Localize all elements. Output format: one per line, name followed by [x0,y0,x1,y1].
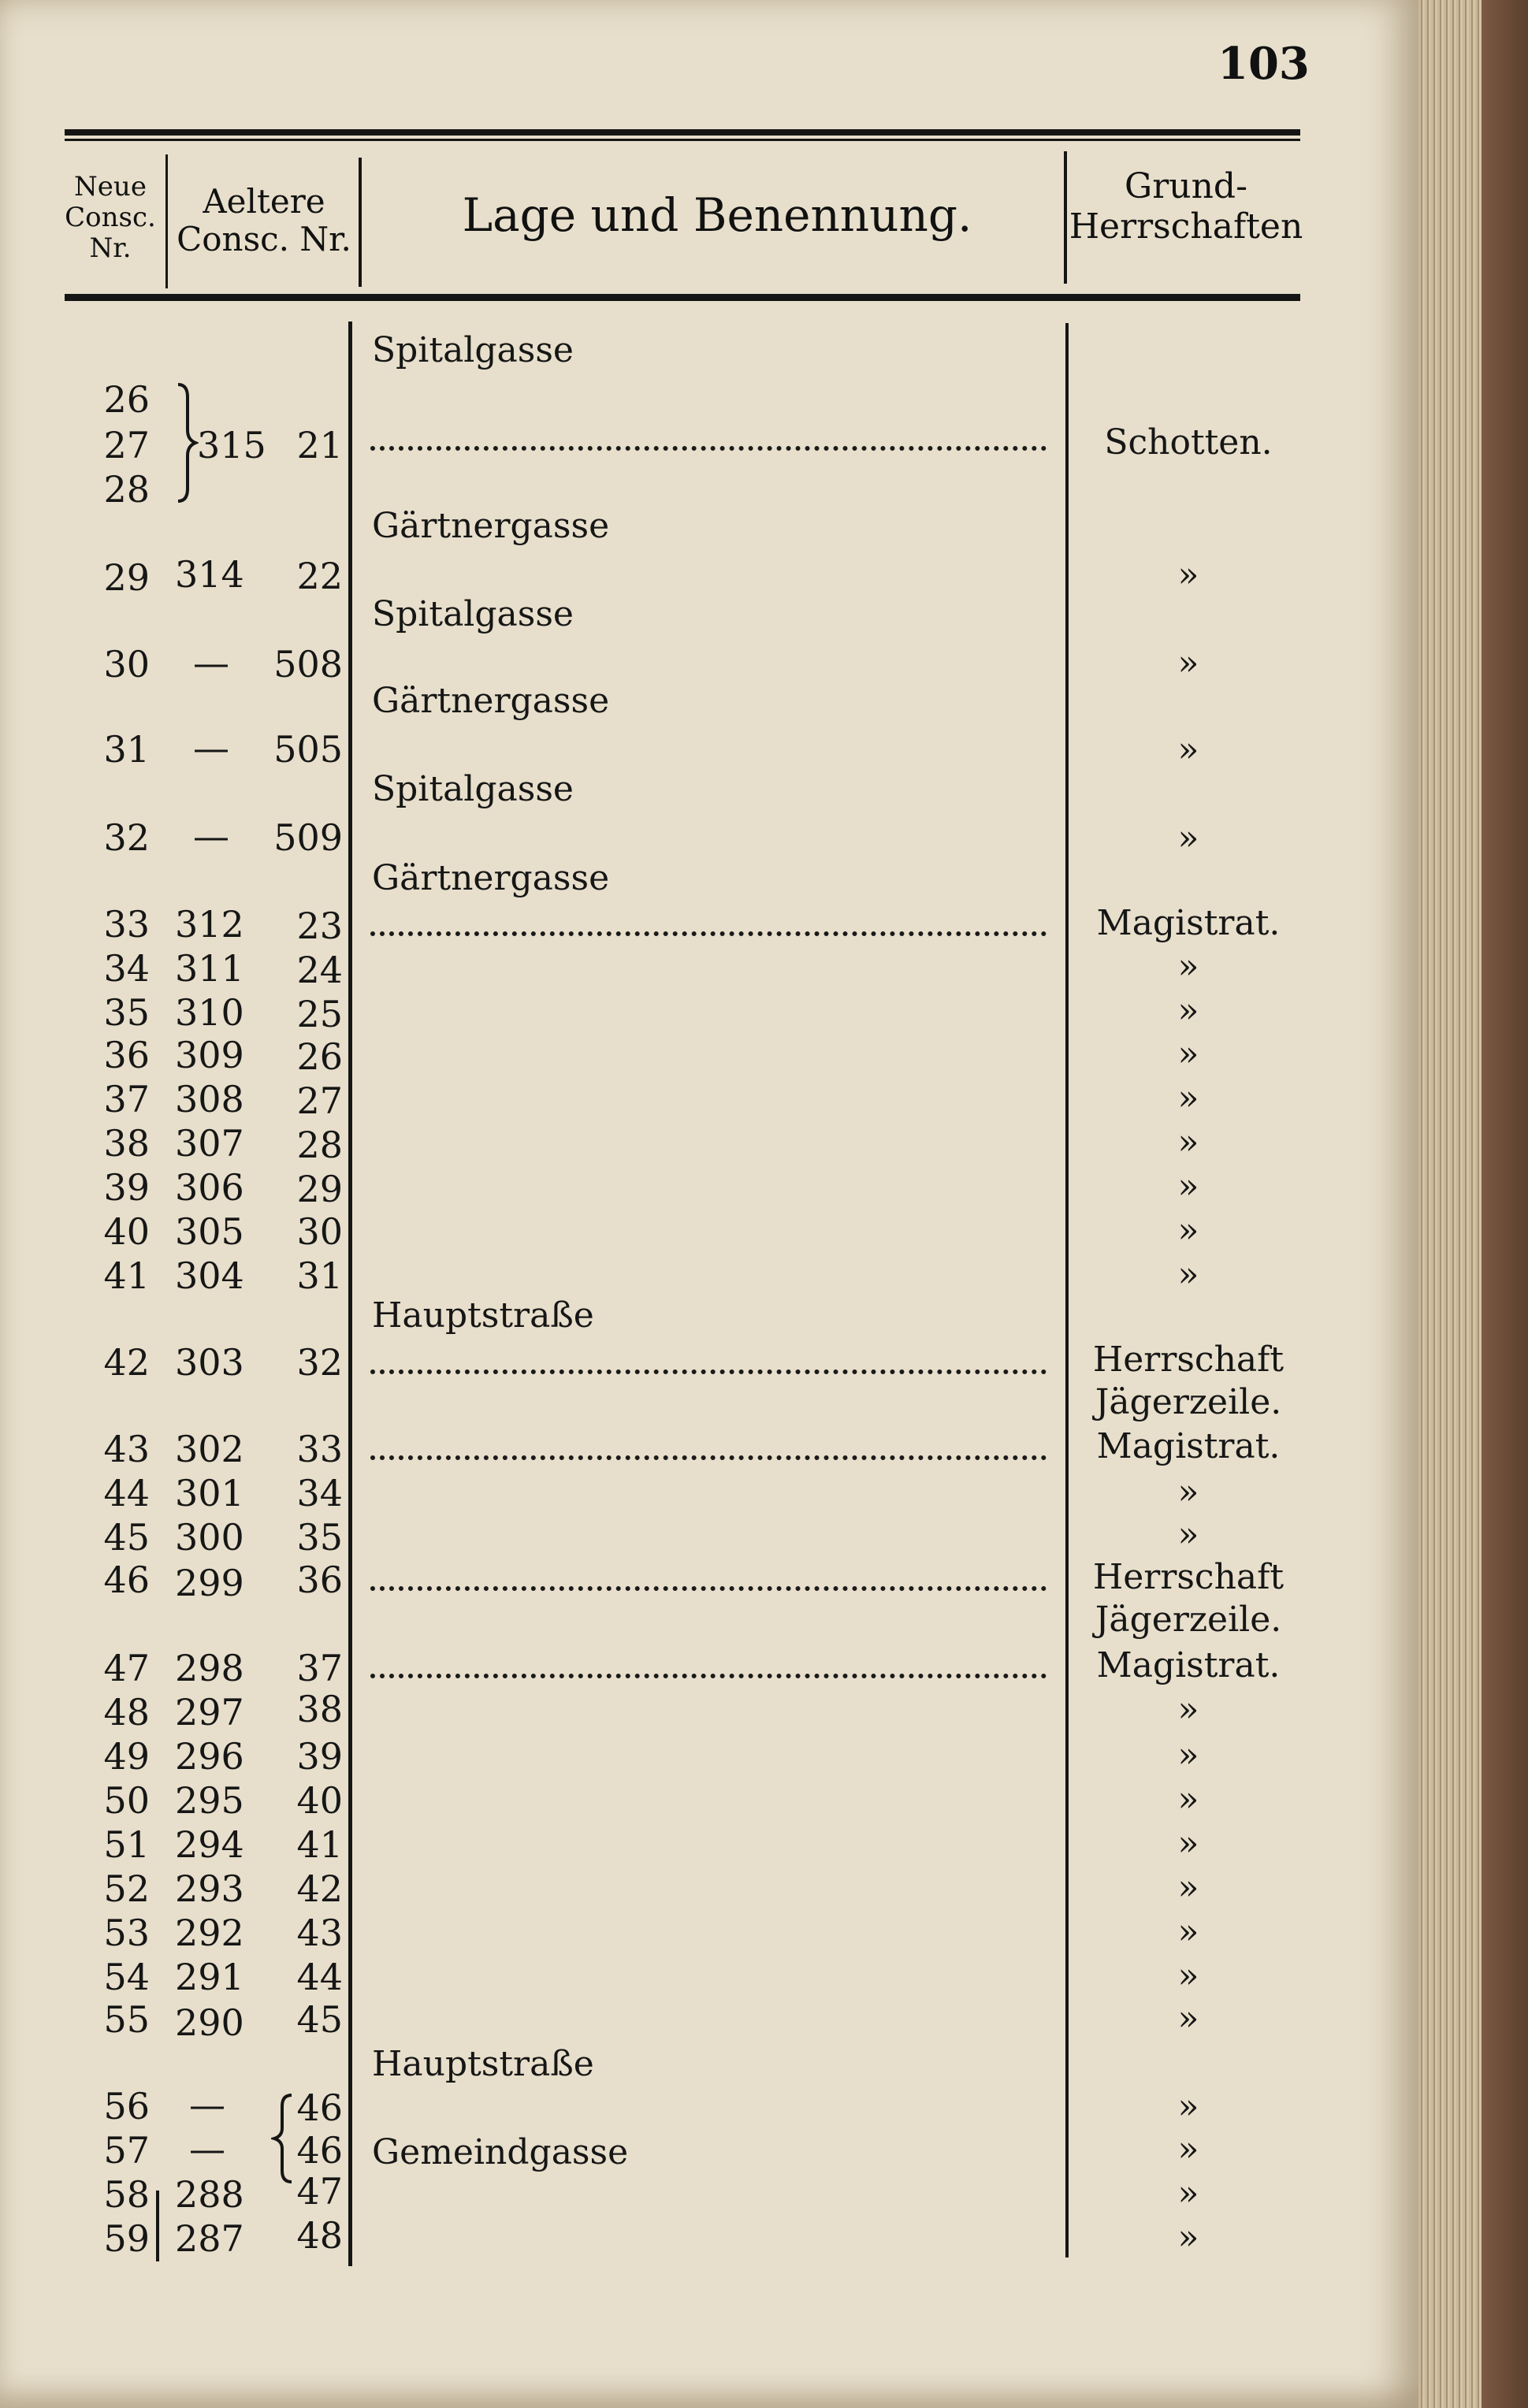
neue-nr: 26 [103,378,150,421]
dotted-leader [370,1455,1047,1460]
grundherrschaft: » [1177,1779,1199,1819]
neue-nr: 33 [103,903,150,946]
grundherrschaft: » [1177,818,1199,858]
neue-nr: 54 [103,1956,150,1998]
neue-nr: 53 [103,1912,150,1954]
grundherrschaft: » [1177,643,1199,683]
aeltere-nr: 294 [175,1823,244,1866]
consc-nr: 24 [296,949,343,991]
aeltere-nr: 309 [175,1034,244,1076]
neue-nr: 35 [103,991,150,1034]
consc-nr: 29 [296,1168,343,1210]
dotted-leader [370,1369,1047,1374]
grundherrschaft: » [1177,1254,1199,1295]
aeltere-nr: 292 [175,1912,244,1954]
consc-nr: 23 [296,905,343,947]
aeltere-nr: 290 [175,2001,244,2044]
street-name: Spitalgasse [372,330,574,370]
consc-nr: 38 [296,1688,343,1730]
street-name: Hauptstraße [372,1295,594,1336]
neue-nr: 42 [103,1341,150,1384]
consc-nr: 46 [296,2129,343,2172]
aeltere-nr: 291 [175,1956,244,1998]
consc-nr: 22 [296,555,343,597]
consc-nr: 47 [296,2170,343,2213]
aeltere-nr: 296 [175,1735,244,1778]
neue-nr: 30 [103,643,150,686]
header-aeltere-line1: Aeltere [203,182,325,221]
consc-nr: 32 [296,1341,343,1384]
grundherrschaft: » [1177,1867,1199,1908]
grundherrschaft: Schotten. [1104,422,1273,463]
header-grundherrschaften [1068,167,1304,247]
header-neue-line1: Neue [74,171,147,203]
header-grund-line1: Grund- [1125,166,1247,206]
consc-nr: 33 [296,1428,343,1470]
body-sep-3 [1065,323,1069,2258]
grundherrschaft: » [1177,1472,1199,1512]
aeltere-nr: 310 [175,991,244,1034]
consc-nr: 21 [296,424,343,466]
consc-nr: 27 [296,1080,343,1122]
grundherrschaft: » [1177,1514,1199,1555]
aeltere-nr: 297 [175,1691,244,1734]
header-lage-und-benennung: Lage und Benennung. [462,188,972,242]
header-grund-line2: Herrschaften [1069,206,1303,247]
aeltere-nr: — [189,2083,225,2126]
aeltere-nr: 300 [175,1516,244,1559]
grundherrschaft: Magistrat. [1096,903,1281,943]
aeltere-nr: 314 [175,553,244,596]
book-cover-edge [1482,0,1528,2408]
grundherrschaft: » [1177,1689,1199,1730]
consc-nr: 505 [273,728,343,771]
grundherrschaft: » [1177,1735,1199,1775]
aeltere-nr: 311 [175,947,244,990]
brace-26-28 [175,381,199,504]
street-name: Gemeindgasse [372,2132,629,2172]
header-neue-line2: Consc. [65,202,156,234]
consc-nr: 509 [273,816,343,859]
grundherrschaft: Jägerzeile. [1095,1600,1282,1640]
aeltere-nr: — [193,726,229,769]
neue-nr: 57 [103,2129,150,2172]
neue-nr: 31 [103,728,150,771]
dotted-leader [370,1674,1047,1678]
grundherrschaft: » [1177,1078,1199,1118]
consc-nr: 28 [296,1124,343,1166]
body-sep-1 [156,2191,159,2261]
neue-nr: 28 [103,468,150,511]
neue-nr: 56 [103,2085,150,2127]
neue-nr: 47 [103,1647,150,1689]
consc-nr: 30 [296,1210,343,1253]
grundherrschaft: Magistrat. [1096,1426,1281,1466]
grundherrschaft: Magistrat. [1096,1645,1281,1685]
consc-nr: 508 [273,643,343,686]
consc-nr: 25 [296,993,343,1035]
neue-nr: 27 [103,424,150,466]
grundherrschaft: Herrschaft [1092,1340,1284,1380]
neue-nr: 55 [103,1998,150,2041]
consc-nr: 34 [296,1472,343,1514]
aeltere-nr: 293 [175,1867,244,1910]
consc-nr: 48 [296,2214,343,2257]
consc-nr: 45 [296,1998,343,2041]
consc-nr: 42 [296,1867,343,1910]
neue-nr: 44 [103,1472,150,1514]
consc-nr: 44 [296,1956,343,1998]
grundherrschaft: » [1177,946,1199,987]
aeltere-nr: 299 [175,1562,244,1604]
grundherrschaft: » [1177,990,1199,1031]
dotted-leader [370,1586,1047,1591]
neue-nr: 37 [103,1078,150,1120]
body-sep-2 [348,321,352,2266]
aeltere-nr: 308 [175,1078,244,1120]
neue-nr: 39 [103,1166,150,1209]
grundherrschaft: » [1177,1034,1199,1074]
top-rule-thin [65,139,1300,141]
consc-nr: 41 [296,1823,343,1866]
aeltere-nr: 287 [175,2217,244,2260]
aeltere-nr: — [193,815,229,857]
neue-nr: 50 [103,1779,150,1822]
street-name: Gärtnergasse [372,681,610,721]
aeltere-nr: 307 [175,1122,244,1165]
header-neue-line3: Nr. [89,232,132,265]
neue-nr: 41 [103,1254,150,1297]
consc-nr: 35 [296,1516,343,1559]
grundherrschaft: » [1177,1823,1199,1864]
consc-nr: 40 [296,1779,343,1822]
grundherrschaft: » [1177,2087,1199,2127]
neue-nr: 40 [103,1210,150,1253]
aeltere-nr: 295 [175,1779,244,1822]
consc-nr: 46 [296,2087,343,2129]
neue-nr: 36 [103,1034,150,1076]
neue-nr: 45 [103,1516,150,1559]
grundherrschaft: » [1177,1912,1199,1952]
grundherrschaft: Jägerzeile. [1095,1382,1282,1422]
street-name: Gärtnergasse [372,858,610,898]
header-aeltere-consc-nr [169,183,359,259]
dotted-leader [370,931,1047,936]
grundherrschaft: » [1177,555,1199,595]
neue-nr: 38 [103,1122,150,1165]
header-aeltere-line2: Consc. Nr. [177,220,351,259]
header-bottom-rule [65,294,1300,301]
neue-nr: 46 [103,1559,150,1601]
street-name: Hauptstraße [372,2044,594,2084]
aeltere-nr: — [193,641,229,684]
dotted-leader [370,446,1047,451]
neue-nr: 58 [103,2173,150,2216]
neue-nr: 51 [103,1823,150,1866]
header-sep-2 [359,158,362,287]
grundherrschaft: » [1177,2217,1199,2258]
grundherrschaft: Herrschaft [1092,1557,1284,1597]
aeltere-nr: 301 [175,1472,244,1514]
header-sep-3 [1064,151,1067,284]
page-number: 103 [1218,38,1310,90]
neue-nr: 34 [103,947,150,990]
grundherrschaft: » [1177,2129,1199,2169]
grundherrschaft: » [1177,1122,1199,1162]
header-sep-1 [165,154,168,288]
consc-nr: 31 [296,1254,343,1297]
aeltere-nr: 315 [197,424,266,466]
consc-nr: 43 [296,1912,343,1954]
neue-nr: 59 [103,2217,150,2260]
aeltere-nr: 298 [175,1647,244,1689]
aeltere-nr: 312 [175,903,244,946]
street-name: Spitalgasse [372,769,574,809]
consc-nr: 39 [296,1735,343,1778]
aeltere-nr: 302 [175,1428,244,1470]
aeltere-nr: 304 [175,1254,244,1297]
consc-nr: 37 [296,1647,343,1689]
grundherrschaft: » [1177,1210,1199,1250]
grundherrschaft: » [1177,1956,1199,1996]
grundherrschaft: » [1177,1998,1199,2038]
consc-nr: 26 [296,1035,343,1078]
consc-nr: 36 [296,1559,343,1601]
neue-nr: 52 [103,1867,150,1910]
street-name: Gärtnergasse [372,506,610,546]
street-name: Spitalgasse [372,594,574,634]
neue-nr: 43 [103,1428,150,1470]
neue-nr: 29 [103,556,150,599]
neue-nr: 49 [103,1735,150,1778]
aeltere-nr: — [189,2127,225,2170]
aeltere-nr: 306 [175,1166,244,1209]
neue-nr: 32 [103,816,150,859]
aeltere-nr: 288 [175,2173,244,2216]
neue-nr: 48 [103,1691,150,1734]
grundherrschaft: » [1177,730,1199,770]
header-neue-consc-nr [63,172,158,264]
aeltere-nr: 305 [175,1210,244,1253]
aeltere-nr: 303 [175,1341,244,1384]
grundherrschaft: » [1177,1166,1199,1206]
top-rule [65,129,1300,136]
grundherrschaft: » [1177,2173,1199,2213]
